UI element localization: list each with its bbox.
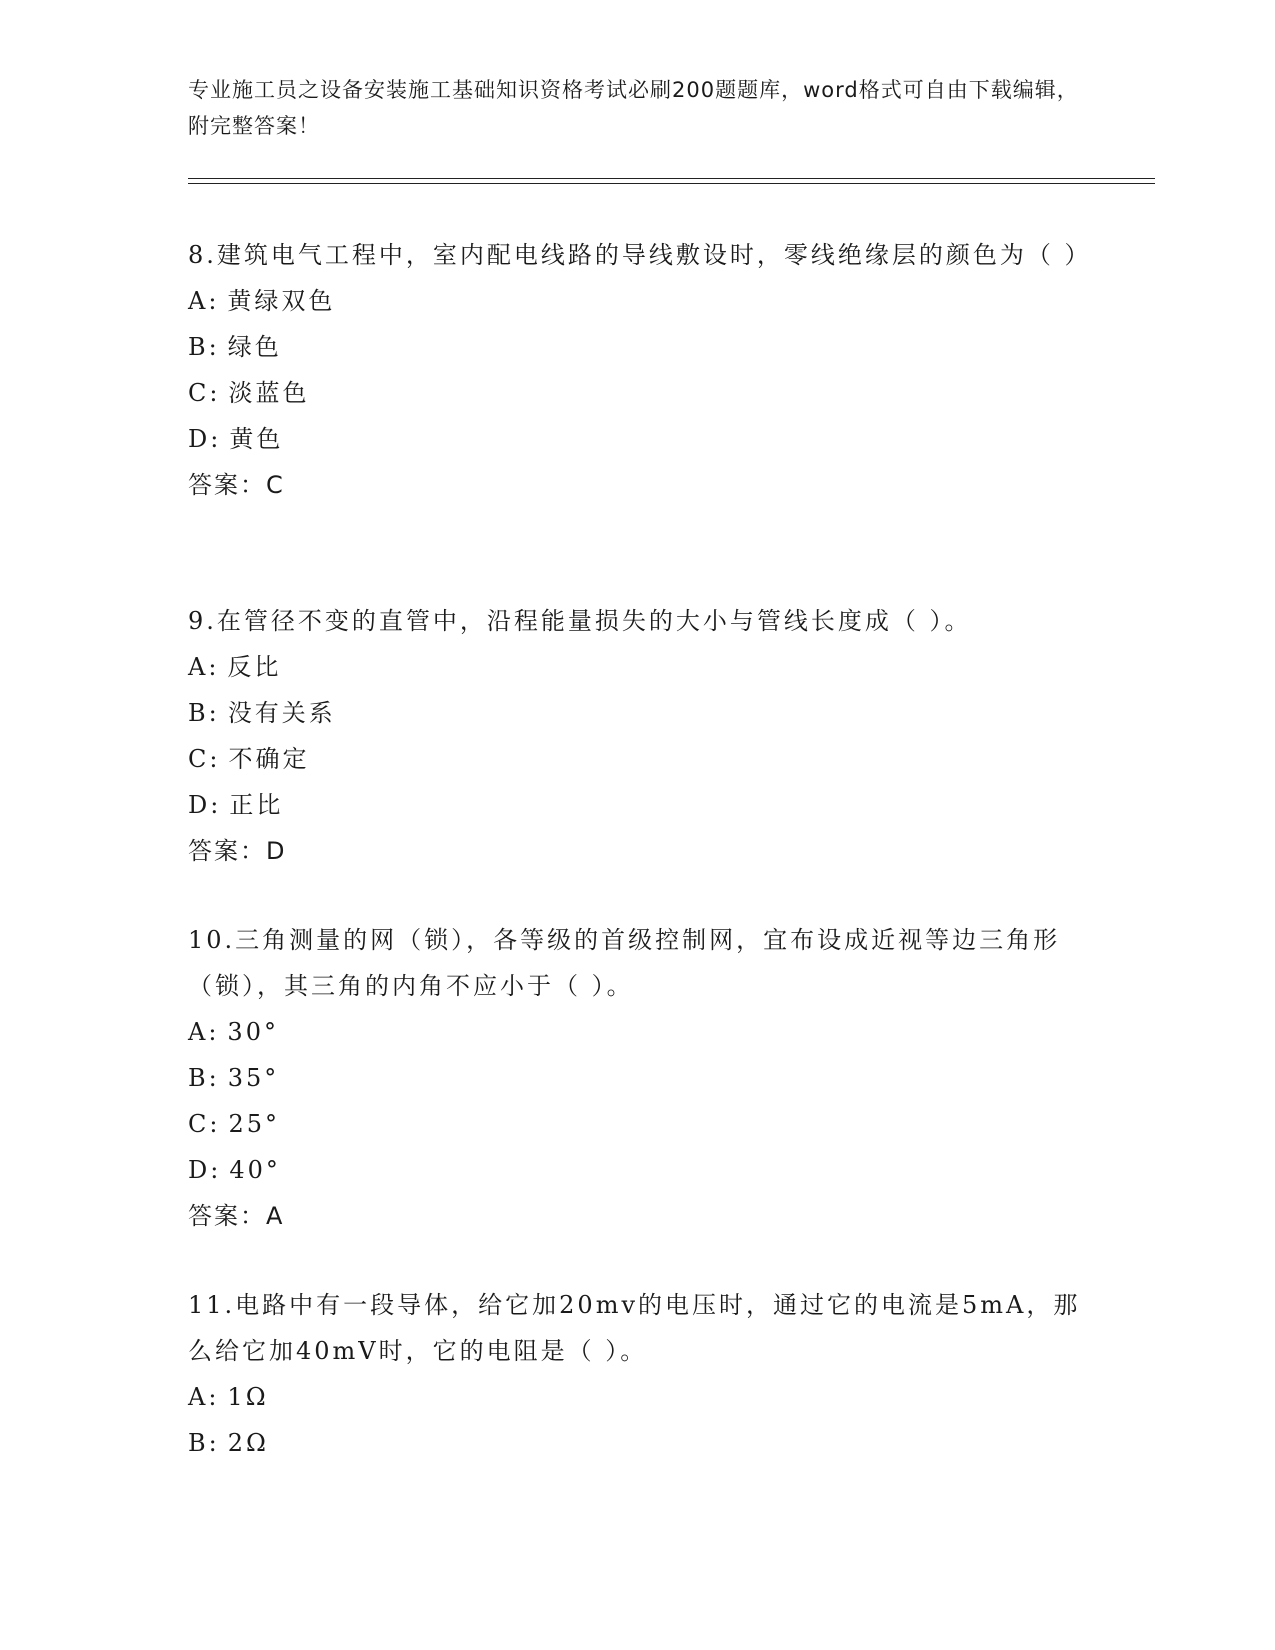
option-text: 淡蓝色 [228, 379, 310, 407]
option-text: 40° [229, 1156, 281, 1184]
question-stem: 9.在管径不变的直管中，沿程能量损失的大小与管线长度成（ ）。 [188, 607, 972, 635]
question-stem: 11.电路中有一段导体，给它加20mv的电压时，通过它的电流是5mA，那么给它加40mV时，它的电阻是（ ）。 [188, 1291, 1081, 1365]
question-stem: 10.三角测量的网（锁），各等级的首级控制网，宜布设成近视等边三角形（锁），其三角的内角不应小于（ ）。 [188, 926, 1061, 1000]
option-b [188, 1420, 1088, 1466]
header-divider-second [188, 183, 1155, 184]
option-d [188, 416, 1088, 462]
option-key: D: [188, 425, 222, 453]
option-key: A: [188, 287, 220, 315]
option-c [188, 736, 1088, 782]
option-text: 25° [228, 1110, 280, 1138]
question-10 [188, 917, 1088, 1239]
option-a [188, 644, 1088, 690]
option-key: B: [188, 1429, 220, 1457]
option-text: 2Ω [227, 1429, 269, 1457]
header-divider [188, 178, 1155, 179]
option-text: 没有关系 [227, 699, 336, 727]
option-key: B: [188, 1064, 220, 1092]
option-text: 黄绿双色 [227, 287, 336, 315]
option-d [188, 1147, 1088, 1193]
question-8 [188, 232, 1092, 508]
option-key: A: [188, 1018, 220, 1046]
option-key: C: [188, 745, 221, 773]
option-c [188, 370, 1088, 416]
option-text: 30° [227, 1018, 279, 1046]
option-text: 正比 [229, 791, 284, 819]
option-a [188, 278, 1088, 324]
option-d [188, 782, 1088, 828]
option-text: 不确定 [228, 745, 310, 773]
option-key: A: [188, 653, 220, 681]
question-9 [188, 598, 1088, 874]
option-b [188, 1055, 1088, 1101]
option-b [188, 690, 1088, 736]
option-a [188, 1374, 1088, 1420]
option-text: 35° [227, 1064, 280, 1092]
option-b [188, 324, 1088, 370]
option-key: D: [188, 791, 222, 819]
option-key: B: [188, 333, 220, 361]
option-text: 绿色 [227, 333, 282, 361]
option-key: C: [188, 379, 221, 407]
option-text: 黄色 [229, 425, 284, 453]
option-a [188, 1009, 1088, 1055]
answer-label: 答案：A [188, 1202, 285, 1230]
option-key: A: [188, 1383, 220, 1411]
document-header: 专业施工员之设备安装施工基础知识资格考试必刷200题题库，word格式可自由下载编辑，附完整答案！ [188, 78, 1079, 138]
question-stem: 8.建筑电气工程中，室内配电线路的导线敷设时，零线绝缘层的颜色为（ ） [188, 241, 1092, 269]
answer-label: 答案：D [188, 837, 287, 865]
option-text: 反比 [227, 653, 282, 681]
option-key: C: [188, 1110, 221, 1138]
option-c [188, 1101, 1088, 1147]
option-key: B: [188, 699, 220, 727]
question-11 [188, 1282, 1088, 1466]
option-key: D: [188, 1156, 222, 1184]
answer-label: 答案：C [188, 471, 285, 499]
option-text: 1Ω [227, 1383, 269, 1411]
